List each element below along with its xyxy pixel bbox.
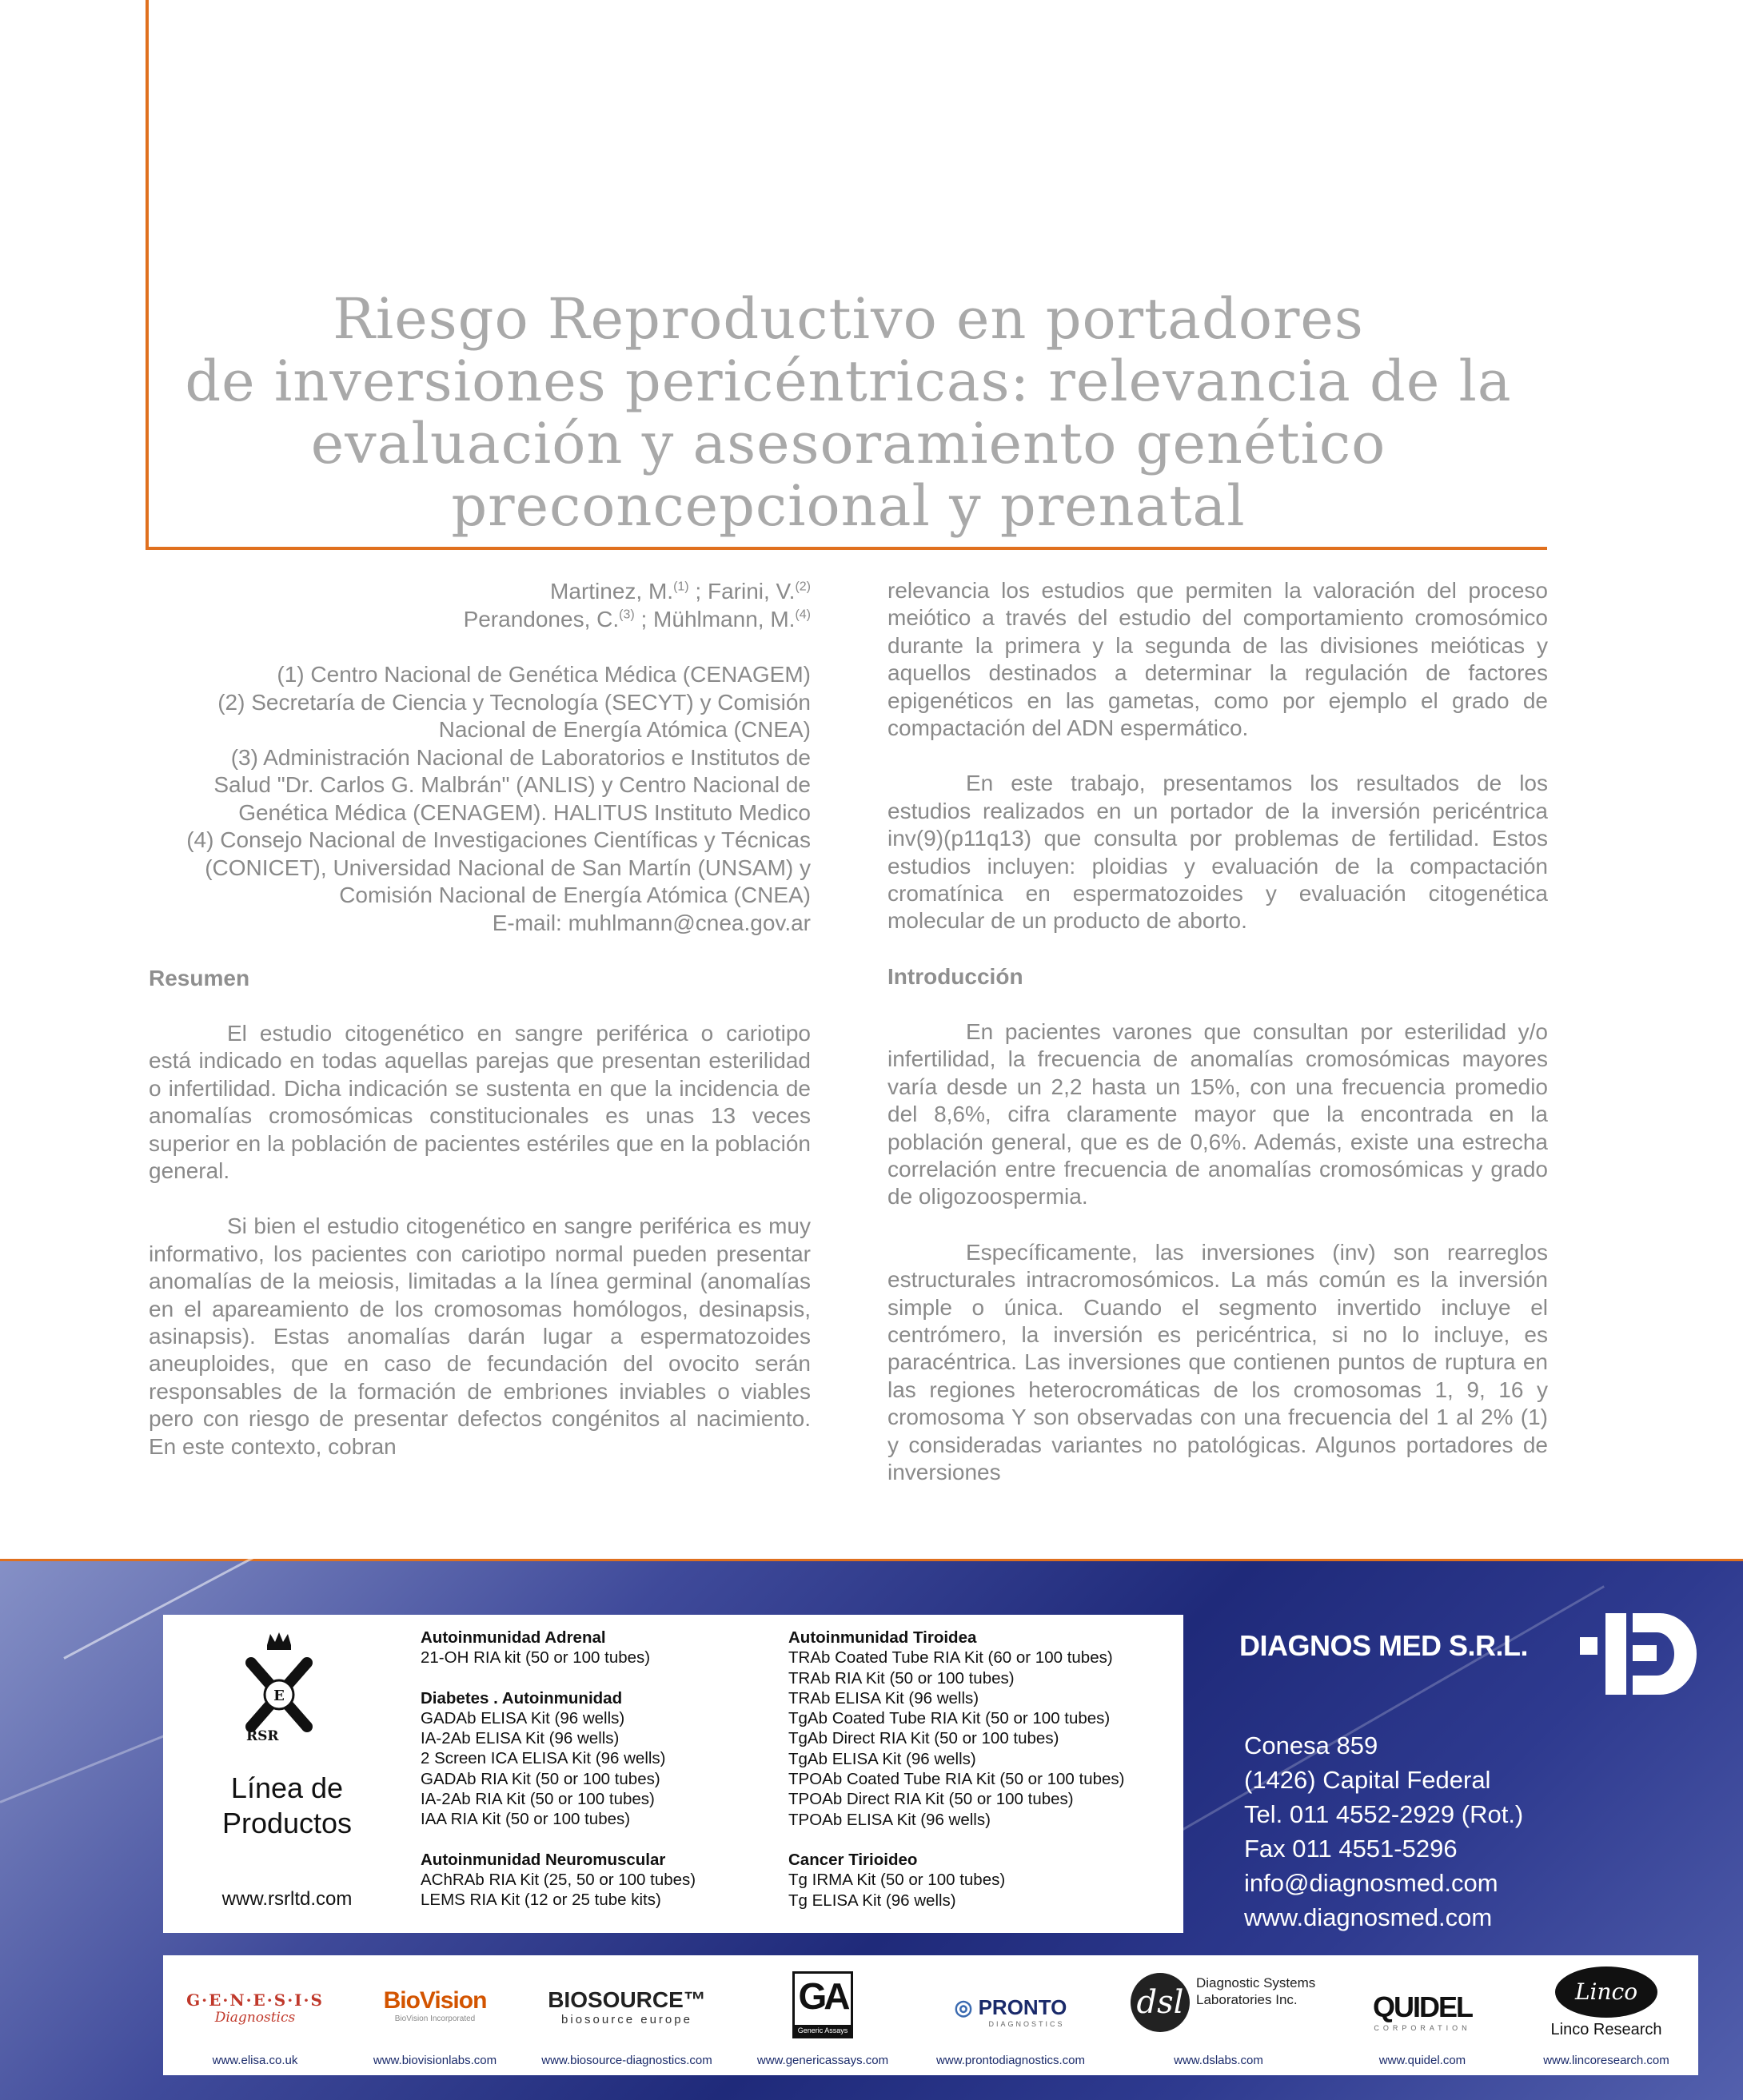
product-item: 2 Screen ICA ELISA Kit (96 wells) [421, 1749, 666, 1768]
product-item: IA-2Ab RIA Kit (50 or 100 tubes) [421, 1790, 655, 1809]
article-title: Riesgo Reproductivo en portadores de inversiones pericéntricas: relevancia de la evaluación y asesoramiento genético preconcepcional y prenatal [185, 286, 1512, 539]
product-item: TPOAb Coated Tube RIA Kit (50 or 100 tubes) [788, 1770, 1125, 1789]
product-item: TPOAb ELISA Kit (96 wells) [788, 1810, 991, 1829]
sponsor-logos [163, 1955, 1698, 2075]
product-item: TRAb RIA Kit (50 or 100 tubes) [788, 1668, 1015, 1688]
product-section: Diabetes . Autoinmunidad GADAb ELISA Kit (96 wells) IA-2Ab ELISA Kit (96 wells) 2 Screen ICA ELISA Kit (96 wells) GADAb RIA Kit (50 or 100 tubes) IA-2Ab RIA Kit (50 or 100 tubes) IAA RIA Kit (50 or 100 tubes) [421, 1688, 696, 1830]
product-item: TRAb ELISA Kit (96 wells) [788, 1688, 979, 1707]
sponsor-quidel[interactable]: QUIDEL CORPORATION www.quidel.com [1372, 1990, 1472, 2067]
product-section: Autoinmunidad Tiroidea TRAb Coated Tube RIA Kit (60 or 100 tubes) TRAb RIA Kit (50 or 100 tubes) TRAb ELISA Kit (96 wells) TgAb Coated Tube RIA Kit (50 or 100 tubes) TgAb Direct RIA Kit (50 or 100 tubes) TgAb ELISA Kit (96 wells) TPOAb Coated Tube RIA Kit (50 or 100 tubes) TPOAb Direct RIA Kit (50 or 100 tubes) TPOAb ELISA Kit (96 wells) [788, 1628, 1125, 1829]
product-item: TgAb Direct RIA Kit (50 or 100 tubes) [788, 1729, 1059, 1748]
paragraph: En pacientes varones que consultan por esterilidad y/o infertilidad, la frecuencia de anomalías cromosómicas mayores varía desde un 2,2 hasta un 15%, con una frecuencia promedio del 8,6%, cifra claramente mayor que la encontrada en la población general, que es de 0,6%. Además, existe una estrecha correlación entre frecuencia de anomalías cromosómicas y grado de oligozoospermia. [887, 1018, 1548, 1209]
product-section: Cancer Tirioideo Tg IRMA Kit (50 or 100 tubes) Tg ELISA Kit (96 wells) [788, 1850, 1124, 1911]
left-column [149, 577, 811, 1460]
company-contact [1244, 1728, 1523, 1935]
section-heading-resumen: Resumen [149, 966, 250, 990]
fax: Fax 011 4551-5296 [1244, 1835, 1458, 1863]
paragraph: Si bien el estudio citogenético en sangre periférica es muy informativo, los pacientes con cariotipo normal pueden presentar anomalías de la meiosis, limitadas a la línea germinal (anomalías en el apareamiento de los cromosomas homólogos, desinapsis, asinapsis). Estas anomalías darán lugar a espermatozoides aneuploides, que en caso de fecundación del ovocito serán responsables de la formación de embriones inviables o viables pero con riesgo de presentar defectos congénitos al nacimiento. En este contexto, cobran [149, 1213, 811, 1459]
paragraph: Específicamente, las inversiones (inv) son rearreglos estructurales intracromosómicos. La más común es la inversión simple o única. Cuando el segmento invertido incluye el centrómero, la inversión es pericéntrica, si no lo incluye, es paracéntrica. Las inversiones que contienen puntos de ruptura en las regiones heterocromáticas de los cromosomas 1, 9, 16 y cromosoma Y son observadas con una frecuencia del 1 al 2% (1) y consideradas variantes no patológicas. Algunos portadores de inversiones [887, 1239, 1548, 1484]
sponsor-dsl[interactable]: dsl Diagnostic Systems Laboratories Inc. www.dslabs.com [1107, 1955, 1330, 2075]
affiliations [149, 661, 811, 937]
affiliation-3: (3) Administración Nacional de Laboratorios e Institutos de Salud "Dr. Carlos G. Malbrán" (ANLIS) y Centro Nacional de Genética Médica (CENAGEM). HALITUS Instituto Medico [213, 744, 811, 825]
email-link[interactable]: info@diagnosmed.com [1244, 1869, 1498, 1897]
rsr-label: RSR [246, 1728, 279, 1744]
product-item: TRAb Coated Tube RIA Kit (60 or 100 tubes) [788, 1648, 1113, 1668]
sponsor-genesis[interactable]: G·E·N·E·S·I·S Diagnostics www.elisa.co.uk [186, 1990, 324, 2067]
sponsor-linco[interactable]: Linco Linco Research www.lincoresearch.com [1514, 1955, 1698, 2075]
product-item: IAA RIA Kit (50 or 100 tubes) [421, 1810, 631, 1829]
product-item: GADAb ELISA Kit (96 wells) [421, 1708, 625, 1727]
affiliation-2: (2) Secretaría de Ciencia y Tecnología (SECYT) y Comisión Nacional de Energía Atómica (CNEA) [217, 689, 811, 742]
website-link[interactable]: www.diagnosmed.com [1244, 1903, 1493, 1931]
affiliation-1: (1) Centro Nacional de Genética Médica (CENAGEM) [277, 662, 811, 687]
sponsor-biosource[interactable]: BIOSOURCE™ biosource europe www.biosource-diagnostics.com [541, 1987, 712, 2067]
phone: Tel. 011 4552-2929 (Rot.) [1244, 1800, 1524, 1828]
product-item: IA-2Ab ELISA Kit (96 wells) [421, 1729, 620, 1748]
author-list: Martinez, M.$^{(1)}$ ; Farini, V.$^{(2)}$ Perandones, C.$^{(3)}$ ; Mühlmann, M.$^{(4)}$ [463, 579, 811, 632]
product-section: Autoinmunidad Adrenal 21-OH RIA kit (50 or 100 tubes) [421, 1628, 696, 1668]
address-line: (1426) Capital Federal [1244, 1766, 1491, 1794]
product-item: TgAb ELISA Kit (96 wells) [788, 1749, 976, 1768]
right-column [887, 577, 1548, 1486]
product-item: GADAb RIA Kit (50 or 100 tubes) [421, 1769, 660, 1788]
contact-email[interactable]: E-mail: muhlmann@cnea.gov.ar [492, 910, 811, 935]
sponsor-biovision[interactable]: BioVision BioVision Incorporated www.biovisionlabs.com [373, 1987, 497, 2067]
product-line-title: Línea de Productos [221, 1771, 353, 1839]
product-item: TPOAb Direct RIA Kit (50 or 100 tubes) [788, 1790, 1074, 1809]
accent-rule-horizontal [146, 547, 1547, 550]
product-column-2 [788, 1628, 1124, 1931]
paragraph: El estudio citogenético en sangre periférica o cariotipo está indicado en todas aquellas parejas que presentan esterilidad o infertilidad. Dicha indicación se sustenta en que la incidencia de anomalías cromosómicas constitucionales es unas 13 veces superior en la población de pacientes estériles que en la población general. [149, 1021, 811, 1184]
product-item: Tg ELISA Kit (96 wells) [788, 1891, 956, 1910]
address-line: Conesa 859 [1244, 1731, 1378, 1759]
diagnosmed-logo-icon [1580, 1613, 1697, 1695]
rsr-website-link[interactable]: www.rsrltd.com [221, 1888, 353, 1910]
product-item: AChRAb RIA Kit (25, 50 or 100 tubes) [421, 1870, 696, 1889]
product-item: 21-OH RIA kit (50 or 100 tubes) [421, 1648, 651, 1668]
pronto-icon: ◎ [954, 1995, 979, 2019]
paragraph: relevancia los estudios que permiten la valoración del proceso meiótico a través del estudio del comportamiento cromosómico durante la primera y la segunda de las divisiones meióticas y aquellos destinados a determinar la regulación de factores epigenéticos en las gametas, como por ejemplo el grado de compactación del ADN espermático. [887, 578, 1548, 741]
dsl-logo-icon: dsl [1131, 1973, 1190, 2032]
svg-text:E: E [273, 1688, 285, 1704]
product-item: Tg IRMA Kit (50 or 100 tubes) [788, 1871, 1006, 1890]
sponsor-generic-assays[interactable]: GA Generic Assays www.genericassays.com [731, 1955, 915, 2075]
product-item: TgAb Coated Tube RIA Kit (50 or 100 tubes) [788, 1709, 1111, 1728]
affiliation-4: (4) Consejo Nacional de Investigaciones Científicas y Técnicas (CONICET), Universidad Nacional de San Martín (UNSAM) y Comisión Nacional de Energía Atómica (CNEA) [186, 827, 811, 907]
paragraph: En este trabajo, presentamos los resultados de los estudios realizados en un portador de la inversión pericéntrica inv(9)(p11q13) que consulta por problemas de fertilidad. Estos estudios incluyen: ploidias y evaluación de la compactación cromatínica en espermatozoides y evaluación citogenética molecular de un producto de aborto. [887, 771, 1548, 934]
company-name: DIAGNOS MED S.R.L. [1239, 1629, 1529, 1662]
product-item: LEMS RIA Kit (12 or 25 tube kits) [421, 1891, 661, 1910]
product-column-1 [421, 1628, 696, 1931]
product-section: Autoinmunidad Neuromuscular AChRAb RIA Kit (25, 50 or 100 tubes) LEMS RIA Kit (12 or 25 tube kits) [421, 1850, 696, 1910]
sponsor-pronto[interactable]: ◎ PRONTO DIAGNOSTICS www.prontodiagnostics.com [936, 1995, 1085, 2067]
product-line-box [163, 1615, 1183, 1933]
section-heading-introduccion: Introducción [887, 963, 1023, 989]
